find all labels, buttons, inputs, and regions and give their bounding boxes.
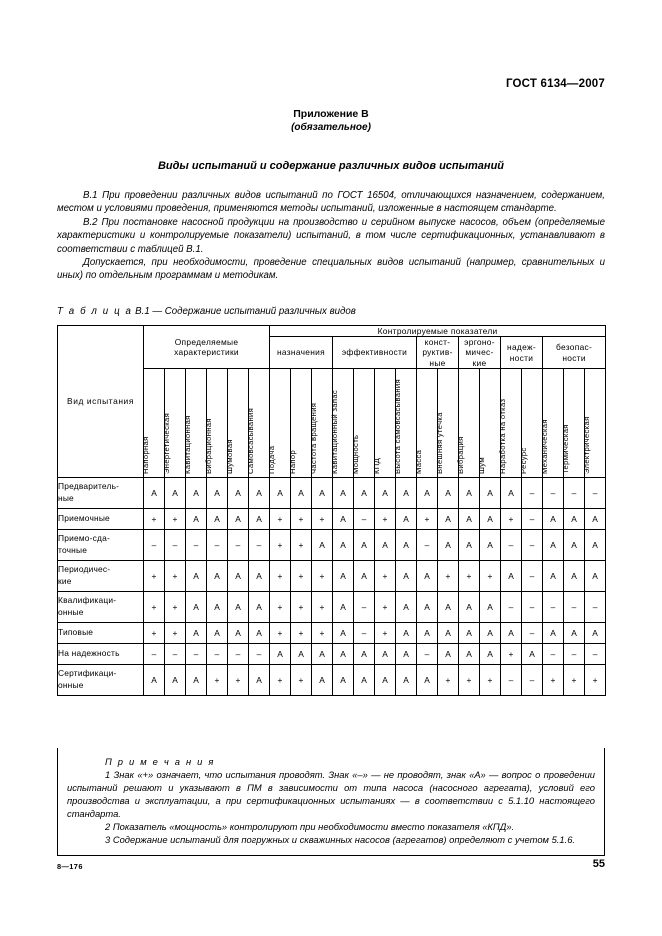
cell-r8-c10: А — [333, 664, 354, 695]
cell-r8-c9: А — [312, 664, 333, 695]
cell-r1-c3: А — [186, 477, 207, 508]
cell-r4-c19: – — [522, 560, 543, 591]
cell-r7-c18: + — [501, 643, 522, 664]
row-label: Приемочные — [58, 508, 144, 529]
cell-r7-c20: – — [543, 643, 564, 664]
cell-r1-c7: А — [270, 477, 291, 508]
cell-r4-c14: А — [417, 560, 438, 591]
notes-block — [57, 748, 605, 856]
cell-r2-c14: + — [417, 508, 438, 529]
cell-r4-c10: А — [333, 560, 354, 591]
cell-r1-c15: А — [438, 477, 459, 508]
cell-r6-c7: + — [270, 622, 291, 643]
cell-r7-c22: – — [585, 643, 606, 664]
table-row — [58, 591, 606, 622]
section-title: Виды испытаний и содержание различных видов испытаний — [157, 160, 505, 172]
cell-r2-c22: А — [585, 508, 606, 529]
cell-r7-c11: А — [354, 643, 375, 664]
column-header-label: Частота вращения — [309, 402, 318, 474]
cell-r3-c17: А — [480, 529, 501, 560]
cell-r1-c21: – — [564, 477, 585, 508]
cell-r3-c13: А — [396, 529, 417, 560]
table-row — [58, 560, 606, 591]
table-caption-rest: В.1 — Содержание испытаний различных видов — [132, 306, 356, 317]
cell-r3-c18: – — [501, 529, 522, 560]
cell-r6-c2: + — [165, 622, 186, 643]
table-row — [58, 643, 606, 664]
cell-r7-c21: – — [564, 643, 585, 664]
paragraph-b1: В.1 При проведении различных видов испытаний по ГОСТ 16504, отличающихся назначением, содержанием, местом и условиями проведения, применяются методы испытаний, изложенные в настоящем стандарте. — [57, 190, 605, 215]
cell-r2-c2: + — [165, 508, 186, 529]
cell-r4-c17: + — [480, 560, 501, 591]
cell-r7-c8: А — [291, 643, 312, 664]
cell-r4-c3: А — [186, 560, 207, 591]
cell-r4-c8: + — [291, 560, 312, 591]
cell-r5-c14: А — [417, 591, 438, 622]
cell-r3-c16: А — [459, 529, 480, 560]
cell-r2-c9: + — [312, 508, 333, 529]
cell-r2-c18: + — [501, 508, 522, 529]
column-header-label: Термическая — [561, 424, 570, 474]
row-label: Предваритель- ные — [58, 477, 144, 508]
cell-r1-c10: А — [333, 477, 354, 508]
cell-r4-c18: А — [501, 560, 522, 591]
cell-r2-c12: + — [375, 508, 396, 529]
table-caption — [57, 306, 356, 317]
body-text — [57, 189, 605, 283]
cell-r5-c9: + — [312, 591, 333, 622]
cell-r6-c6: А — [249, 622, 270, 643]
cell-r5-c8: + — [291, 591, 312, 622]
column-header-label: Шум — [477, 456, 486, 474]
cell-r6-c14: А — [417, 622, 438, 643]
cell-r6-c19: – — [522, 622, 543, 643]
cell-r4-c15: + — [438, 560, 459, 591]
cell-r1-c13: А — [396, 477, 417, 508]
cell-r5-c16: А — [459, 591, 480, 622]
cell-r8-c1: А — [144, 664, 165, 695]
cell-r5-c3: А — [186, 591, 207, 622]
cell-r3-c2: – — [165, 529, 186, 560]
column-group-header: Контролируемые показатели — [270, 326, 606, 337]
table-row — [58, 664, 606, 695]
row-label: Приемо-сда- точные — [58, 529, 144, 560]
table-head — [58, 326, 606, 478]
cell-r1-c11: А — [354, 477, 375, 508]
cell-r2-c7: + — [270, 508, 291, 529]
cell-r3-c8: + — [291, 529, 312, 560]
cell-r6-c3: А — [186, 622, 207, 643]
column-header-label: Шумовая — [225, 438, 234, 474]
cell-r8-c20: + — [543, 664, 564, 695]
cell-r6-c1: + — [144, 622, 165, 643]
cell-r8-c3: А — [186, 664, 207, 695]
cell-r3-c1: – — [144, 529, 165, 560]
cell-r3-c5: – — [228, 529, 249, 560]
column-header-label: Электрическая — [582, 416, 592, 474]
cell-r3-c7: + — [270, 529, 291, 560]
cell-r3-c21: А — [564, 529, 585, 560]
cell-r1-c5: А — [228, 477, 249, 508]
cell-r6-c5: А — [228, 622, 249, 643]
cell-r8-c14: А — [417, 664, 438, 695]
cell-r3-c15: А — [438, 529, 459, 560]
cell-r2-c4: А — [207, 508, 228, 529]
cell-r1-c4: А — [207, 477, 228, 508]
cell-r7-c6: – — [249, 643, 270, 664]
column-header-label: Самовсасывания — [246, 407, 255, 474]
column-header-label: Энергетическая — [162, 412, 171, 474]
cell-r3-c9: А — [312, 529, 333, 560]
table-row — [58, 622, 606, 643]
cell-r2-c16: А — [459, 508, 480, 529]
column-subgroup-header: эффективности — [333, 337, 417, 369]
cell-r1-c14: А — [417, 477, 438, 508]
cell-r1-c1: А — [144, 477, 165, 508]
cell-r8-c19: – — [522, 664, 543, 695]
cell-r5-c5: А — [228, 591, 249, 622]
cell-r1-c12: А — [375, 477, 396, 508]
cell-r3-c6: – — [249, 529, 270, 560]
cell-r1-c22: – — [585, 477, 606, 508]
column-header-label: Наработка на отказ — [498, 398, 507, 474]
table-body — [58, 477, 606, 695]
cell-r8-c2: А — [165, 664, 186, 695]
cell-r1-c6: А — [249, 477, 270, 508]
row-label: Периодичес- кие — [58, 560, 144, 591]
cell-r2-c19: – — [522, 508, 543, 529]
cell-r1-c16: А — [459, 477, 480, 508]
column-header-label: Кавитационный запас — [330, 389, 339, 474]
cell-r8-c7: + — [270, 664, 291, 695]
cell-r8-c16: + — [459, 664, 480, 695]
tests-content-table — [57, 325, 606, 696]
cell-r1-c18: А — [501, 477, 522, 508]
cell-r3-c14: – — [417, 529, 438, 560]
row-label: Квалификаци- онные — [58, 591, 144, 622]
cell-r5-c10: А — [333, 591, 354, 622]
cell-r6-c4: А — [207, 622, 228, 643]
column-header-label: Мощность — [351, 434, 360, 474]
cell-r5-c4: А — [207, 591, 228, 622]
annex-title: Приложение В — [293, 108, 369, 120]
note-item-1: 1 Знак «+» означает, что испытания проводят. Знак «–» — не проводят, знак «А» — вопрос о проведении испытаний решают и указывают в ПМ в зависимости от типа насоса (насосного агрегата), условий его производства и эксплуатации, а при сертификационных испытаниях — в соответствии с 5.1.10 настоящего стандарта. — [67, 769, 595, 819]
table-head-row-1 — [58, 326, 606, 337]
cell-r4-c20: А — [543, 560, 564, 591]
footer-signature: 8—176 — [57, 862, 83, 871]
column-header-label: Вибрация — [456, 436, 465, 474]
column-header-22 — [582, 368, 606, 477]
row-label: Типовые — [58, 622, 144, 643]
cell-r2-c1: + — [144, 508, 165, 529]
cell-r7-c3: – — [186, 643, 207, 664]
column-subgroup-header: конст- руктив- ные — [417, 337, 459, 369]
cell-r4-c4: А — [207, 560, 228, 591]
cell-r5-c17: А — [480, 591, 501, 622]
cell-r3-c22: А — [585, 529, 606, 560]
column-header-label: Вибрационная — [204, 417, 213, 474]
cell-r4-c11: А — [354, 560, 375, 591]
note-item-3: 3 Содержание испытаний для погружных и скважинных насосов (агрегатов) определяют с учетом 5.1.6. — [105, 834, 576, 845]
cell-r8-c11: А — [354, 664, 375, 695]
column-subgroup-header: надеж- ности — [501, 337, 543, 369]
cell-r2-c13: А — [396, 508, 417, 529]
cell-r6-c20: А — [543, 622, 564, 643]
table-row — [58, 508, 606, 529]
cell-r4-c12: + — [375, 560, 396, 591]
column-header-label: Внешняя утечка — [435, 411, 444, 474]
cell-r5-c21: – — [564, 591, 585, 622]
cell-r3-c11: А — [354, 529, 375, 560]
note-item-2: 2 Показатель «мощность» контролируют при необходимости вместо показателя «КПД». — [105, 821, 515, 832]
cell-r4-c6: А — [249, 560, 270, 591]
cell-r3-c19: – — [522, 529, 543, 560]
column-header-label: Ресурс — [519, 447, 528, 474]
cell-r5-c11: – — [354, 591, 375, 622]
cell-r1-c19: – — [522, 477, 543, 508]
cell-r6-c13: А — [396, 622, 417, 643]
cell-r7-c10: А — [333, 643, 354, 664]
cell-r7-c13: А — [396, 643, 417, 664]
cell-r5-c1: + — [144, 591, 165, 622]
cell-r5-c12: + — [375, 591, 396, 622]
cell-r8-c21: + — [564, 664, 585, 695]
cell-r1-c9: А — [312, 477, 333, 508]
cell-r6-c15: А — [438, 622, 459, 643]
cell-r2-c5: А — [228, 508, 249, 529]
cell-r7-c12: А — [375, 643, 396, 664]
cell-r6-c10: А — [333, 622, 354, 643]
cell-r5-c19: – — [522, 591, 543, 622]
column-group-header: Определяемые характеристики — [144, 326, 270, 369]
column-header-label: Подача — [267, 445, 276, 474]
cell-r8-c18: – — [501, 664, 522, 695]
column-header-label: Напорная — [141, 436, 150, 474]
cell-r7-c5: – — [228, 643, 249, 664]
column-subgroup-header: назначения — [270, 337, 333, 369]
cell-r7-c14: – — [417, 643, 438, 664]
cell-r5-c6: А — [249, 591, 270, 622]
cell-r8-c6: А — [249, 664, 270, 695]
cell-r7-c19: А — [522, 643, 543, 664]
cell-r5-c22: – — [585, 591, 606, 622]
cell-r7-c15: А — [438, 643, 459, 664]
cell-r4-c16: + — [459, 560, 480, 591]
cell-r3-c3: – — [186, 529, 207, 560]
cell-r8-c5: + — [228, 664, 249, 695]
cell-r4-c1: + — [144, 560, 165, 591]
column-subgroup-header: безопас- ности — [543, 337, 606, 369]
cell-r8-c12: А — [375, 664, 396, 695]
column-header-label: Напор — [288, 449, 297, 474]
cell-r7-c7: А — [270, 643, 291, 664]
cell-r5-c18: – — [501, 591, 522, 622]
cell-r1-c8: А — [291, 477, 312, 508]
cell-r2-c3: А — [186, 508, 207, 529]
cell-r6-c11: – — [354, 622, 375, 643]
row-label: На надежность — [58, 643, 144, 664]
notes-title: П р и м е ч а н и я — [105, 756, 216, 767]
cell-r6-c8: + — [291, 622, 312, 643]
column-subgroup-header: эргоно- мичес- кие — [459, 337, 501, 369]
cell-r3-c20: А — [543, 529, 564, 560]
table-row — [58, 477, 606, 508]
cell-r2-c15: А — [438, 508, 459, 529]
cell-r8-c15: + — [438, 664, 459, 695]
row-label: Сертификаци- онные — [58, 664, 144, 695]
cell-r2-c20: А — [543, 508, 564, 529]
cell-r5-c2: + — [165, 591, 186, 622]
cell-r6-c18: А — [501, 622, 522, 643]
cell-r7-c17: А — [480, 643, 501, 664]
cell-r2-c10: А — [333, 508, 354, 529]
cell-r4-c7: + — [270, 560, 291, 591]
column-header-label: Механическая — [540, 418, 549, 474]
column-header-test-kind: Вид испытания — [58, 326, 144, 478]
cell-r6-c22: А — [585, 622, 606, 643]
cell-r3-c4: – — [207, 529, 228, 560]
cell-r2-c6: А — [249, 508, 270, 529]
annex-kind: (обязательное) — [291, 122, 371, 133]
column-header-label: Высота самовсасывания — [393, 378, 402, 474]
cell-r6-c21: А — [564, 622, 585, 643]
cell-r6-c12: + — [375, 622, 396, 643]
cell-r5-c7: + — [270, 591, 291, 622]
cell-r7-c16: А — [459, 643, 480, 664]
cell-r4-c22: А — [585, 560, 606, 591]
annex-heading — [57, 108, 605, 134]
standard-header: ГОСТ 6134—2007 — [505, 78, 605, 90]
cell-r8-c17: + — [480, 664, 501, 695]
table-row — [58, 529, 606, 560]
cell-r3-c10: А — [333, 529, 354, 560]
cell-r1-c2: А — [165, 477, 186, 508]
cell-r2-c17: А — [480, 508, 501, 529]
cell-r4-c13: А — [396, 560, 417, 591]
cell-r6-c17: А — [480, 622, 501, 643]
cell-r7-c1: – — [144, 643, 165, 664]
cell-r7-c2: – — [165, 643, 186, 664]
cell-r7-c9: А — [312, 643, 333, 664]
cell-r6-c16: А — [459, 622, 480, 643]
cell-r4-c2: + — [165, 560, 186, 591]
paragraph-b2: В.2 При постановке насосной продукции на производство и серийном выпуске насосов, объем (определяемые характеристики и контролируемые показатели) испытаний, в том числе сертификационных, устанавливают в соответствии с таблицей В.1. — [57, 216, 605, 255]
cell-r6-c9: + — [312, 622, 333, 643]
cell-r2-c8: + — [291, 508, 312, 529]
page-number: 55 — [592, 858, 605, 870]
cell-r5-c15: А — [438, 591, 459, 622]
table-caption-lead: Т а б л и ц а — [57, 306, 133, 317]
cell-r4-c21: А — [564, 560, 585, 591]
cell-r8-c8: + — [291, 664, 312, 695]
column-header-label: Масса — [414, 449, 423, 474]
cell-r2-c21: А — [564, 508, 585, 529]
cell-r2-c11: – — [354, 508, 375, 529]
cell-r1-c20: – — [543, 477, 564, 508]
cell-r3-c12: А — [375, 529, 396, 560]
cell-r8-c13: А — [396, 664, 417, 695]
cell-r5-c13: А — [396, 591, 417, 622]
column-header-label: Кавитационная — [183, 415, 192, 474]
column-header-label: КПД — [372, 457, 381, 474]
cell-r8-c22: + — [585, 664, 606, 695]
paragraph-note: Допускается, при необходимости, проведение специальных видов испытаний (например, сравнительных и иных) по отдельным программам и методикам. — [57, 257, 605, 282]
cell-r4-c5: А — [228, 560, 249, 591]
cell-r7-c4: – — [207, 643, 228, 664]
cell-r8-c4: + — [207, 664, 228, 695]
cell-r5-c20: – — [543, 591, 564, 622]
cell-r4-c9: + — [312, 560, 333, 591]
cell-r1-c17: А — [480, 477, 501, 508]
